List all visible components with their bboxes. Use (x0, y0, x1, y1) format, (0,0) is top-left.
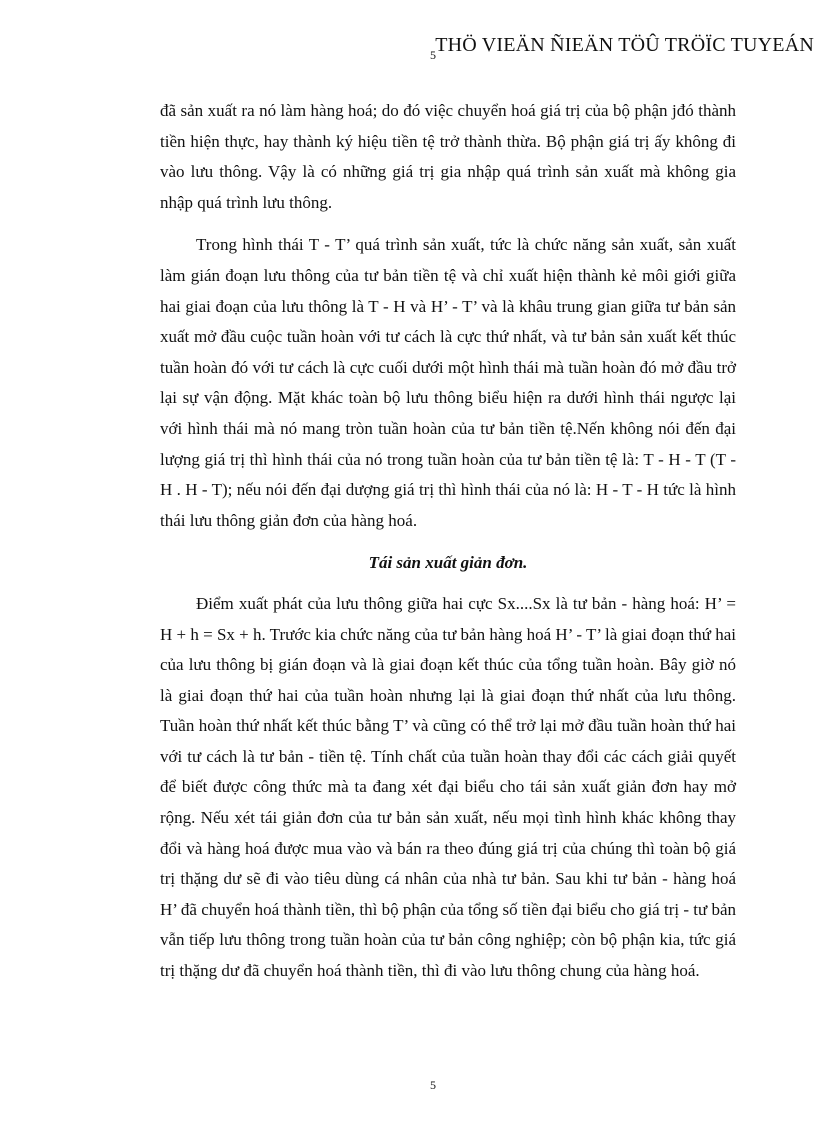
section-heading: Tái sản xuất giản đơn. (368, 553, 528, 573)
header-page-number: 5 (430, 48, 436, 62)
paragraph: Điểm xuất phát của lưu thông giữa hai cực Sx....Sx là tư bản - hàng hoá: H’ = H + h = Sx + h. Trước kia chức năng của tư bản hàng hoá H’ - T’ là giai đoạn thứ hai của lưu thông bị gián đoạn và là giai đoạn kết thúc của tổng tuần hoàn. Bây giờ nó là giai đoạn thứ hai của tuần hoàn nhưng lại là giai đoạn thứ nhất của lưu thông. Tuần hoàn thứ nhất kết thúc bằng T’ và cũng có thể trở lại mở đầu tuần hoàn thứ hai với tư cách là tư bản - tiền tệ. Tính chất của tuần hoàn thay đổi các cách giải quyết để biết được công thức mà ta đang xét đại biểu cho tái sản xuất giản đơn hay mở rộng. Nếu xét tái giản đơn của tư bản sản xuất, nếu mọi tình hình khác không thay đổi và hàng hoá được mua vào và bán ra theo đúng giá trị của chúng thì toàn bộ giá trị thặng dư sẽ đi vào tiêu dùng cá nhân của nhà tư bản. Sau khi tư bản - hàng hoá H’ đã chuyển hoá thành tiền, thì bộ phận của tổng số tiền đại biểu cho giá trị - tư bản vẫn tiếp lưu thông trong tuần hoàn của tư bản công nghiệp; còn bộ phận kia, tức giá trị thặng dư đã chuyển hoá thành tiền, thì đi vào lưu thông chung của hàng hoá. (160, 593, 736, 981)
document-body (160, 96, 736, 987)
footer-page-number: 5 (430, 1078, 436, 1092)
paragraph: đã sản xuất ra nó làm hàng hoá; do đó việc chuyển hoá giá trị của bộ phận jđó thành tiền hiện thực, hay thành ký hiệu tiền tệ trở thành thừa. Bộ phận giá trị ấy không đi vào lưu thông. Vậy là có những giá trị gia nhập quá trình sản xuất mà không gia nhập quá trình lưu thông. (160, 101, 736, 212)
paragraph: Trong hình thái T - T’ quá trình sản xuất, tức là chức năng sản xuất, sản xuất làm gián đoạn lưu thông của tư bản tiền tệ và chỉ xuất hiện thành kẻ môi giới giữa hai giai đoạn của lưu thông là T - H và H’ - T’ và là khâu trung gian giữa tư bản sản xuất mở đầu cuộc tuần hoàn với tư cách là cực thứ nhất, và tư bản sản xuất kết thúc tuần hoàn đó với tư cách là cực cuối dưới một hình thái mà tuần hoàn đó mở đầu trở lại sự vận động. Mặt khác toàn bộ lưu thông biểu hiện ra dưới hình thái ngược lại với hình thái mà nó mang tròn tuần hoàn của tư bản tiền tệ.Nến không nói đến đại lượng giá trị thì hình thái của nó trong tuần hoàn của tư bản tiền tệ là: T - H - T (T - H . H - T); nếu nói đến đại dượng giá trị thì hình thái của nó là: H - T - H tức là hình thái lưu thông giản đơn của hàng hoá. (160, 235, 736, 530)
header-site-title: THÖ VIEÄN ÑIEÄN TÖÛ TRÖÏC TUYEÁN (435, 34, 814, 56)
